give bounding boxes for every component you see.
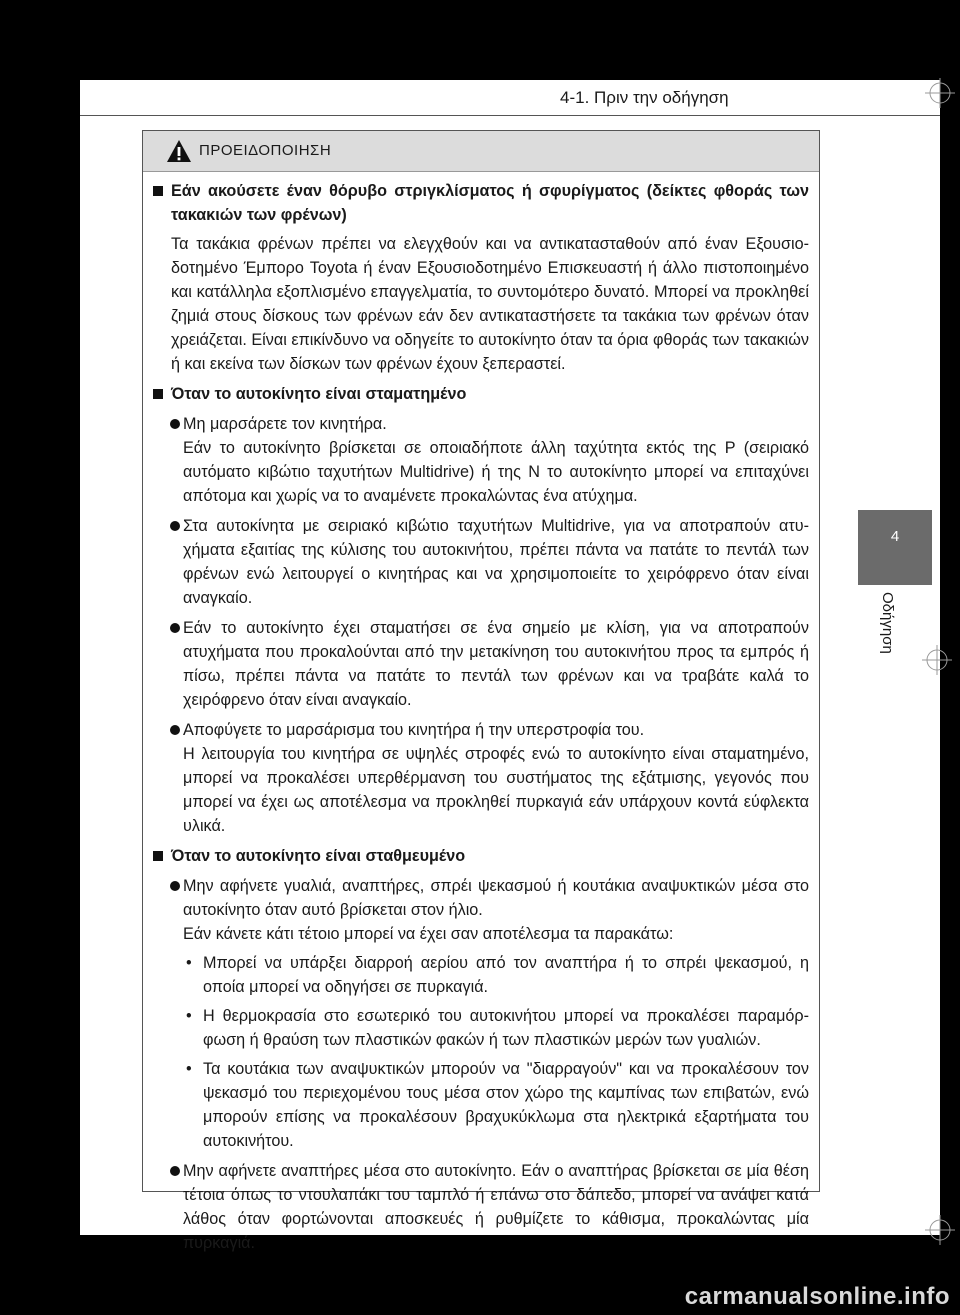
manual-page: [80, 80, 940, 1252]
item-text: Η λειτουργία του κινητήρα σε υψηλές στροφές ενώ το αυτοκίνητο είναι σταματημένο, μπορεί να προκαλέσει υπερθέρμανση του συστήματος της εξάτμισης, γεγονός που μπορεί να έχει ως αποτέλεσμα να προκληθεί πυρκαγιά εάν υπάρχουν κοντά εύφλεκτα υλικά.: [183, 745, 809, 835]
round-bullet-icon: [170, 881, 180, 891]
list-item: [143, 718, 819, 838]
section-parked: [143, 844, 819, 1255]
item-lead: Αποφύγετε το μαρσάρισμα του κινητήρα ή την υπερστροφία του.: [183, 721, 645, 739]
section-brake-wear: [143, 179, 819, 376]
square-bullet-icon: [153, 389, 163, 399]
list-item: [143, 514, 819, 610]
list-item: [143, 412, 819, 508]
item-text: Στα αυτοκίνητα με σειριακό κιβώτιο ταχυτήτων Multidrive, για να αποτραπούν ατυχήματα εξαιτίας της κύλισης του αυτοκινήτου, πρέπει πάντα να πατάτε το πεντάλ των φρένων ενώ λειτουργεί ο κινητήρας και να χρησιμοποιείτε το χειρόφρενο όταν είναι αναγκαίο.: [183, 517, 809, 607]
item-text: Εάν το αυτοκίνητο βρίσκεται σε οποιαδήποτε άλλη ταχύτητα εκτός της P (σειριακό αυτόματο κιβώτιο ταχυτήτων Multidrive) ή της N το αυτοκίνητο μπορεί να επιταχύνει απότομα και χωρίς να το αναμένετε προκαλώντας ένα ατύχημα.: [183, 439, 809, 505]
item-lead: Μην αφήνετε γυαλιά, αναπτήρες, σπρέι ψεκασμού ή κουτάκια αναψυκτικών μέσα στο αυτοκίνητο όταν αυτό βρίσκεται στον ήλιο.: [183, 877, 809, 919]
registration-mark-icon: [922, 645, 952, 675]
warning-content: [143, 179, 819, 1261]
watermark: carmanualsonline.info: [684, 1283, 950, 1310]
round-bullet-icon: [170, 521, 180, 531]
round-bullet-icon: [170, 1166, 180, 1176]
header-rule: [80, 115, 940, 116]
section-title: Εάν ακούσετε έναν θόρυβο στριγκλίσματος ή σφυρίγματος (δείκτες φθοράς των τακακιών των φρένων): [143, 179, 819, 227]
warning-triangle-icon: [166, 139, 192, 163]
registration-mark-icon: [925, 78, 955, 108]
section-header: 4-1. Πριν την οδήγηση: [560, 88, 729, 107]
warning-header: [143, 131, 819, 172]
section-text: Τα τακάκια φρένων πρέπει να ελεγχθούν και να αντικατασταθούν από έναν Εξουσιοδοτημένο Έμπορο Toyota ή έναν Εξουσιοδοτημένο Επισκευαστή ή άλλο πιστοποιημένο και κατάλληλα εξοπλισμένο επαγγελματία, το συντομότερο δυνατό. Μπορεί να προκληθεί ζημιά στους δίσκους των φρένων εάν δεν αντικαταστήσετε τα τακάκια των φρένων όταν χρειάζεται. Είναι επικίνδυνο να οδηγείτε το αυτοκίνητο όταν τα όρια φθοράς των τακακιών ή και εκείνα των δίσκων των φρένων έχουν ξεπεραστεί.: [171, 235, 809, 373]
item-text: Εάν το αυτοκίνητο έχει σταματήσει σε ένα σημείο με κλίση, για να αποτραπούν ατυχήματα που προκαλούνται από την μετακίνηση του αυτοκινήτου προς τα εμπρός ή πίσω, πρέπει πάντα να πατάτε το πεντάλ των φρένων και να τραβάτε καλά το χειρόφρενο όταν είναι αναγκαίο.: [183, 619, 809, 709]
sub-bullet: • Η θερμοκρασία στο εσωτερικό του αυτοκινήτου μπορεί να προκαλέσει παραμόρφωση ή θραύση των πλαστικών φακών ή των πλαστικών μερών των γυαλιών.: [143, 1004, 819, 1052]
item-lead: Μη μαρσάρετε τον κινητήρα.: [183, 415, 387, 433]
item-text: Μην αφήνετε αναπτήρες μέσα στο αυτοκίνητο. Εάν ο αναπτήρας βρίσκεται σε μία θέση τέτοια όπως το ντουλαπάκι του ταμπλό ή επάνω στο δάπεδο, μπορεί να ανάψει κατά λάθος όταν φορτώνονται αποσκευές ή ρυθμίζετε το κάθισμα, προκαλώντας μία πυρκαγιά.: [183, 1162, 809, 1252]
chapter-tab: [858, 510, 932, 585]
round-bullet-icon: [170, 623, 180, 633]
registration-mark-icon: [925, 1215, 955, 1245]
section-title: Όταν το αυτοκίνητο είναι σταματημένο: [143, 382, 819, 406]
bullet-mark: •: [186, 954, 192, 972]
round-bullet-icon: [170, 725, 180, 735]
chapter-name: Οδήγηση: [879, 592, 896, 654]
warning-title: ΠΡΟΕΙΔΟΠΟΙΗΣΗ: [199, 142, 332, 159]
section-stopped: [143, 382, 819, 838]
round-bullet-icon: [170, 419, 180, 429]
sub-bullet: • Μπορεί να υπάρξει διαρροή αερίου από τον αναπτήρα ή το σπρέι ψεκασμού, η οποία μπορεί να οδηγήσει σε πυρκαγιά.: [143, 951, 819, 999]
list-item: [143, 874, 819, 946]
section-title: Όταν το αυτοκίνητο είναι σταθμευμένο: [143, 844, 819, 868]
chapter-number: 4: [890, 528, 900, 545]
list-item: [143, 616, 819, 712]
list-item: [143, 1159, 819, 1255]
item-text: Εάν κάνετε κάτι τέτοιο μπορεί να έχει σαν αποτέλεσμα τα παρακάτω:: [183, 925, 674, 943]
sub-bullet: • Τα κουτάκια των αναψυκτικών μπορούν να "διαρραγούν" και να προκαλέσουν τον ψεκασμό του περιεχομένου τους μέσα στον χώρο της καμπίνας των επιβατών, ενώ μπορούν επίσης να προκαλέσουν βραχυκύκλωμα στα ηλεκτρικά εξαρτήματα του αυτοκινήτου.: [143, 1057, 819, 1153]
chapter-name-container: [866, 592, 926, 672]
bullet-mark: •: [186, 1007, 192, 1025]
square-bullet-icon: [153, 186, 163, 196]
square-bullet-icon: [153, 851, 163, 861]
warning-box: [142, 130, 820, 1252]
bullet-mark: •: [186, 1060, 192, 1078]
